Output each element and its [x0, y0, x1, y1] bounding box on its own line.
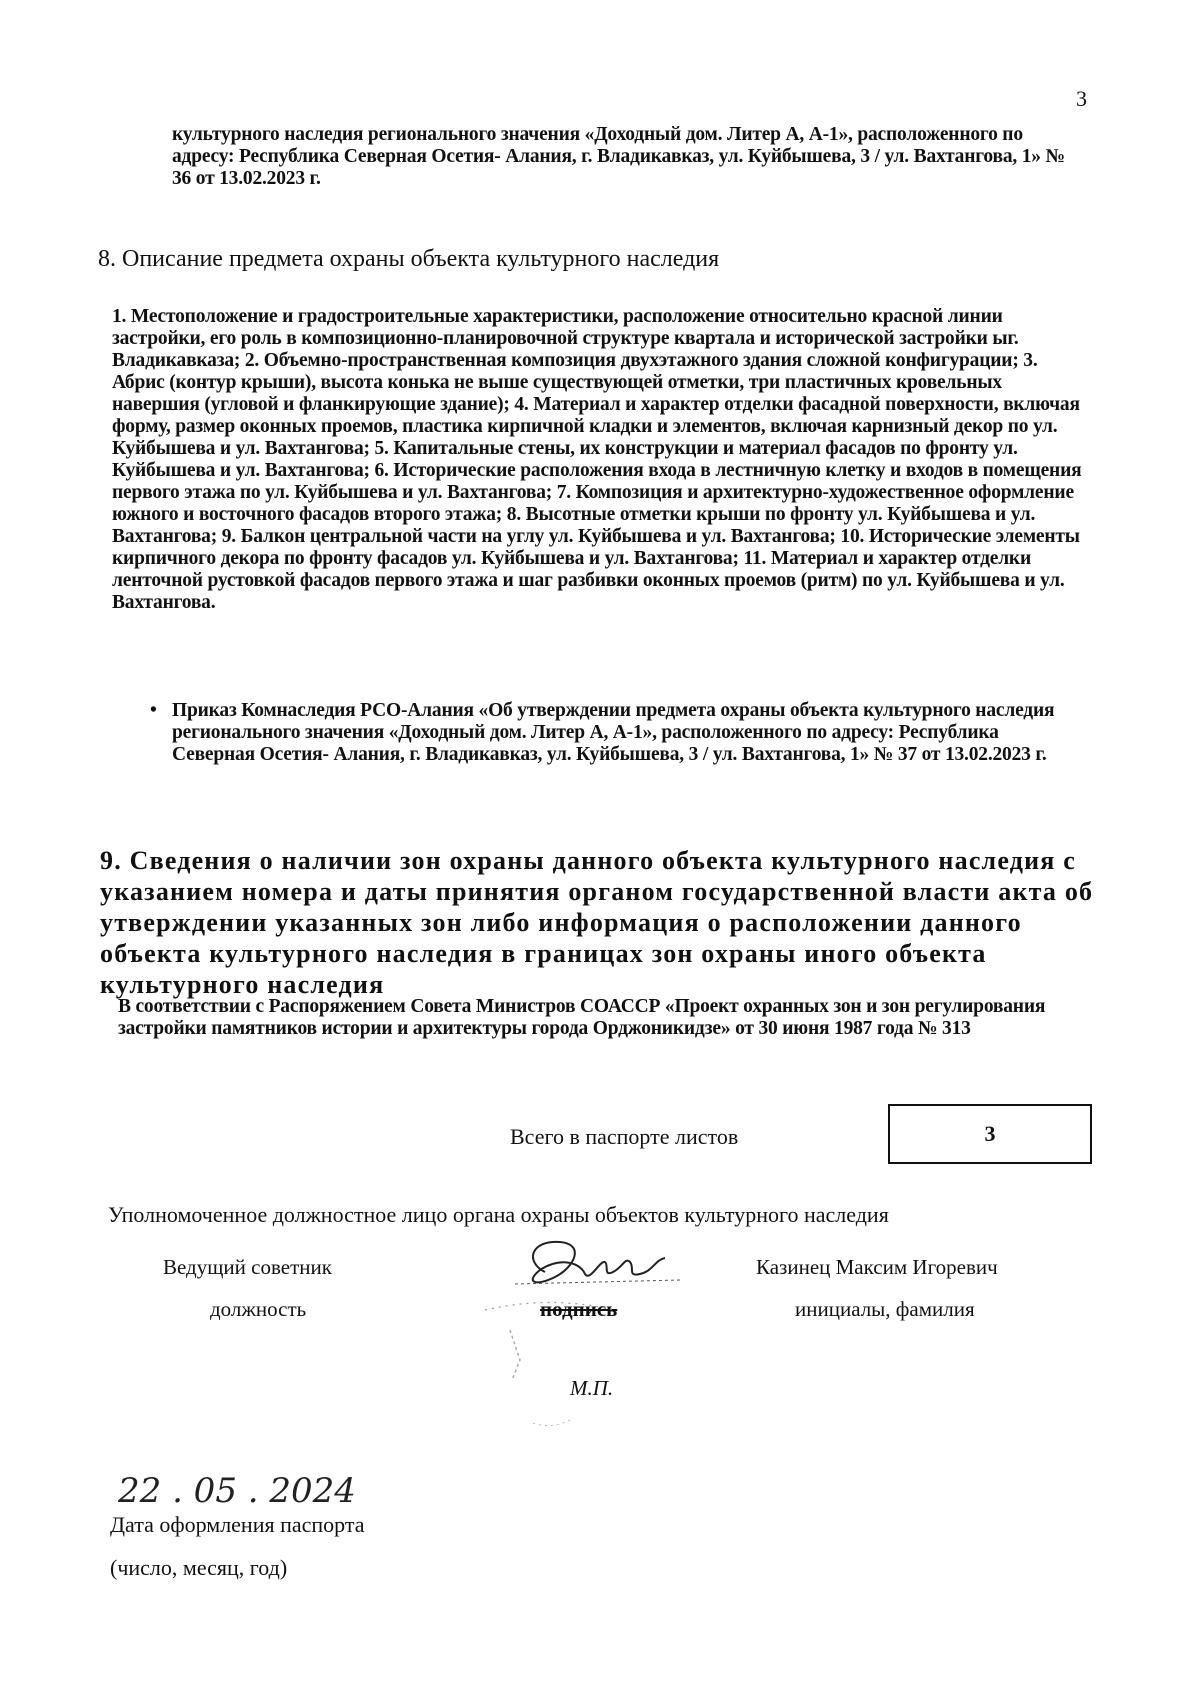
handwritten-signature — [505, 1232, 695, 1302]
total-sheets-value: 3 — [984, 1121, 996, 1146]
faded-stamp — [470, 1300, 630, 1430]
bullet-marker: • — [150, 700, 157, 721]
authority-label: Уполномоченное должностное лицо органа охраны объектов культурного наследия — [108, 1202, 889, 1227]
position-caption: должность — [210, 1297, 307, 1321]
issue-date-caption: (число, месяц, год) — [110, 1555, 288, 1580]
total-sheets-label: Всего в паспорте листов — [510, 1124, 739, 1149]
intro-paragraph: культурного наследия регионального значения «Доходный дом. Литер А, А-1», расположенного по адресу: Республика Северная Осетия- Алания, г. Владикавказ, ул. Куйбышева, 3 / ул. Вахтангова, 1» № 36 от 13.02.2023 г. — [172, 124, 1065, 189]
order-bullet-item — [150, 700, 1072, 766]
official-name: Казинец Максим Игоревич — [756, 1255, 998, 1279]
page-number: 3 — [1076, 86, 1087, 111]
signature-caption: подпись — [540, 1297, 618, 1321]
section-8-description: 1. Местоположение и градостроительные характеристики, расположение относительно красной линии застройки, его роль в композиционно-планировочной структуре квартала и исторической застройки ыг. Владикавказа; 2. Объемно-пространственная композиция двухэтажного здания сложной конфигурации; 3. Абрис (контур крыши), высота конька не выше существующей отметки, три пластичных кровельных навершия (угловой и фланкирующие здание); 4. Материал и характер отделки фасадной поверхности, включая форму, размер оконных проемов, пластика кирпичной кладки и элементов, включая карнизный декор по ул. Куйбышева и ул. Вахтангова; 5. Капитальные стены, их конструкции и материал фасадов по фронту ул. Куйбышева и ул. Вахтангова; 6. Исторические расположения входа в лестничную клетку и входов в помещения первого этажа по ул. Куйбышева и ул. Вахтангова; 7. Композиция и архитектурно-художественное оформление южного и восточного фасадов второго этажа; 8. Высотные отметки крыши по фронту ул. Куйбышева и ул. Вахтангова; 9. Балкон центральной части на углу ул. Куйбышева и ул. Вахтангова; 10. Исторические элементы кирпичного декора по фронту фасадов ул. Куйбышева и ул. Вахтангова; 11. Материал и характер отделки ленточной рустовкой фасадов первого этажа и шаг разбивки оконных проемов (ритм) по ул. Куйбышева и ул. Вахтангова. — [112, 306, 1082, 613]
stamp-placeholder: М.П. — [570, 1376, 614, 1400]
name-caption: инициалы, фамилия — [795, 1297, 975, 1321]
section-8-heading: 8. Описание предмета охраны объекта культурного наследия — [98, 246, 720, 272]
order-bullet-text: Приказ Комнаследия РСО-Алания «Об утверждении предмета охраны объекта культурного наследия регионального значения «Доходный дом. Литер А, А-1», расположенного по адресу: Республика Северная Осетия- Алания, г. Владикавказ, ул. Куйбышева, 3 / ул. Вахтангова, 1» № 37 от 13.02.2023 г. — [172, 700, 1055, 765]
handwritten-date — [118, 1466, 398, 1514]
position-value: Ведущий советник — [163, 1255, 332, 1279]
handwritten-date-text: 22 . 05 . 2024 — [118, 1471, 356, 1511]
total-sheets-box — [888, 1104, 1092, 1164]
section-9-text: В соответствии с Распоряжением Совета Министров СОАССР «Проект охранных зон и зон регулирования застройки памятников истории и архитектуры города Орджоникидзе» от 30 июня 1987 года № 313 — [118, 996, 1046, 1039]
section-9-heading: 9. Сведения о наличии зон охраны данного объекта культурного наследия с указанием номера и даты принятия органом государственной власти акта об утверждении указанных зон либо информация о расположении данного объекта культурного наследия в границах зон охраны иного объекта культурного наследия — [100, 846, 1094, 999]
issue-date-label: Дата оформления паспорта — [110, 1512, 365, 1537]
